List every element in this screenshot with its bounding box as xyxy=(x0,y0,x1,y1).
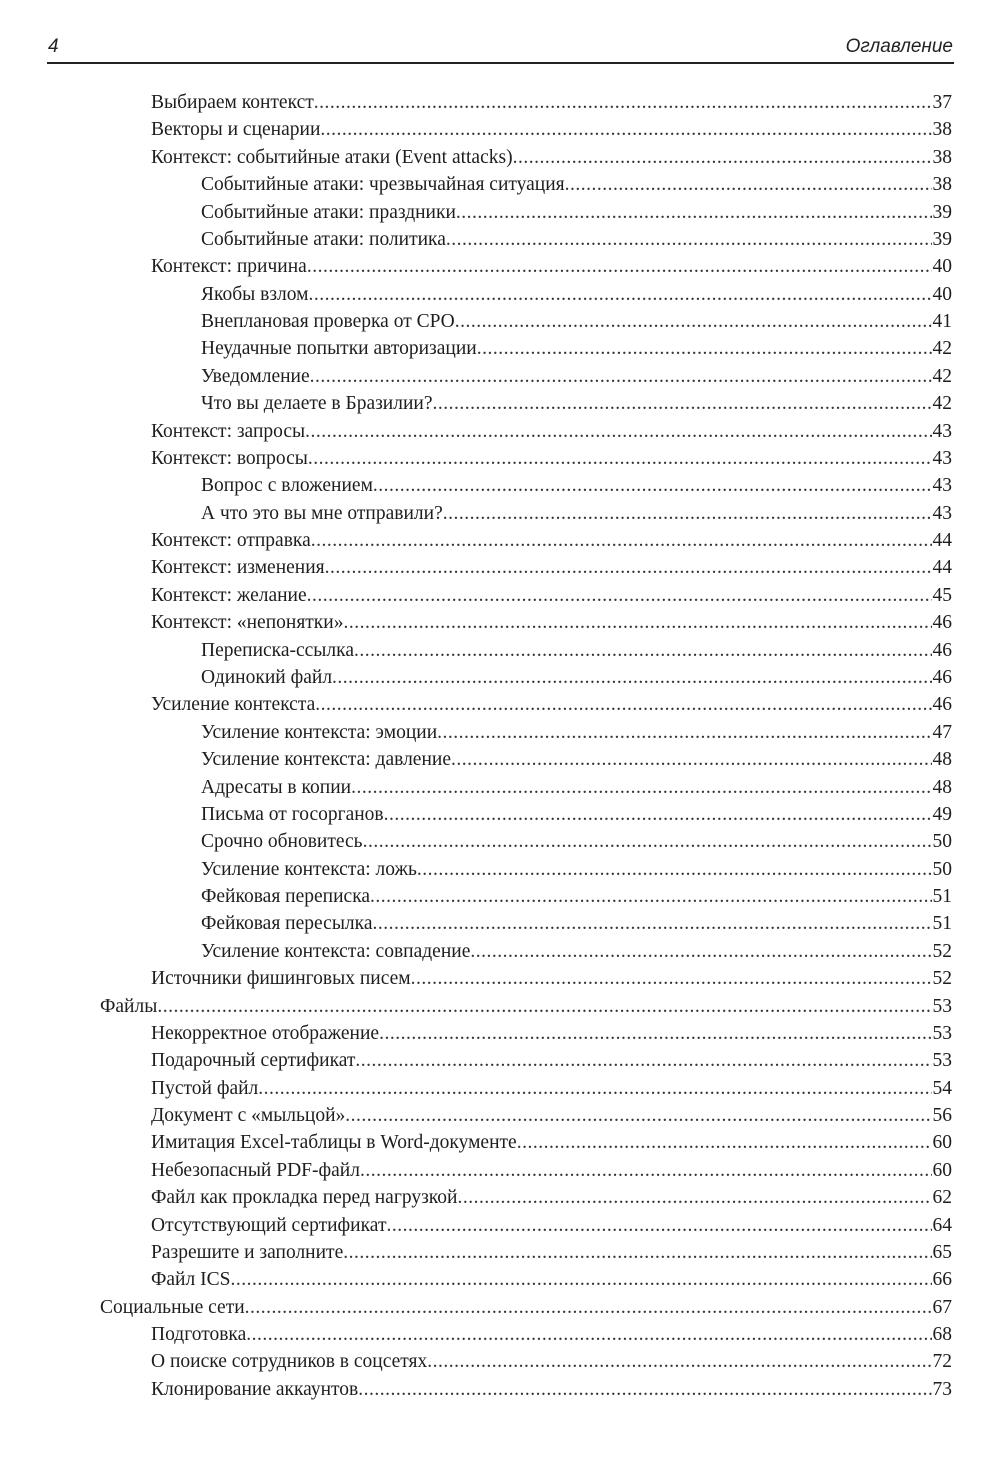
toc-entry-page: 41 xyxy=(932,311,952,333)
toc-entry[interactable] xyxy=(201,720,952,746)
toc-entry-title: Событийные атаки: политика xyxy=(201,228,446,250)
toc-entry-title: Усиление контекста: эмоции xyxy=(201,721,438,743)
toc-entry-title: Фейковая пересылка xyxy=(201,913,373,935)
toc-entry-title: Контекст: запросы xyxy=(151,420,306,442)
toc-entry-title: Что вы делаете в Бразилии? xyxy=(201,393,433,415)
toc-entry-title: Неудачные попытки авторизации xyxy=(201,338,477,360)
dot-leader xyxy=(443,501,932,527)
toc-entry-title: Событийные атаки: чрезвычайная ситуация xyxy=(201,174,565,196)
toc-entry-title: Контекст: вопросы xyxy=(151,447,308,469)
toc-entry-title: А что это вы мне отправили? xyxy=(201,502,443,524)
toc-entry[interactable] xyxy=(151,692,952,718)
toc-entry[interactable] xyxy=(201,282,952,308)
toc-entry-page: 73 xyxy=(932,1378,952,1400)
page-number: 4 xyxy=(48,36,59,57)
toc-entry[interactable] xyxy=(151,254,952,280)
toc-entry[interactable] xyxy=(201,665,952,691)
dot-leader xyxy=(451,747,932,773)
dot-leader xyxy=(433,391,932,417)
dot-leader xyxy=(230,1267,931,1293)
dot-leader xyxy=(513,145,932,171)
dot-leader xyxy=(307,583,932,609)
dot-leader xyxy=(332,665,931,691)
toc-entry-page: 54 xyxy=(932,1077,952,1099)
toc-entry[interactable] xyxy=(201,364,952,390)
dot-leader xyxy=(258,1076,931,1102)
dot-leader xyxy=(246,1322,931,1348)
toc-entry[interactable] xyxy=(151,1377,952,1403)
toc-entry-title: Якобы взлом xyxy=(201,283,309,305)
toc-entry[interactable] xyxy=(151,1103,952,1129)
toc-entry[interactable] xyxy=(151,1076,952,1102)
toc-entry[interactable] xyxy=(201,336,952,362)
toc-entry-title: Контекст: желание xyxy=(151,584,307,606)
toc-entry-title: Отсутствующий сертификат xyxy=(151,1214,387,1236)
toc-entry[interactable] xyxy=(201,309,952,335)
dot-leader xyxy=(245,1295,932,1321)
dot-leader xyxy=(411,966,932,992)
dot-leader xyxy=(384,802,932,828)
toc-entry[interactable] xyxy=(151,145,952,171)
toc-entry[interactable] xyxy=(201,829,952,855)
dot-leader xyxy=(477,336,932,362)
toc-entry-page: 46 xyxy=(932,612,952,634)
toc-entry-page: 46 xyxy=(932,694,952,716)
dot-leader xyxy=(325,555,932,581)
dot-leader xyxy=(351,775,931,801)
toc-entry-title: Социальные сети xyxy=(100,1296,245,1318)
toc-entry-title: Усиление контекста: совпадение xyxy=(201,940,471,962)
toc-entry-title: Файл как прокладка перед нагрузкой xyxy=(151,1187,458,1209)
toc-entry[interactable] xyxy=(151,555,952,581)
dot-leader xyxy=(370,884,931,910)
toc-entry-page: 60 xyxy=(932,1132,952,1154)
toc-entry[interactable] xyxy=(100,1295,952,1321)
toc-entry-title: Адресаты в копии xyxy=(201,776,352,798)
toc-entry[interactable] xyxy=(201,802,952,828)
toc-entry-page: 37 xyxy=(932,92,952,113)
toc-entry[interactable] xyxy=(201,747,952,773)
dot-leader xyxy=(455,309,932,335)
toc-entry-title: Переписка-ссылка xyxy=(201,639,354,661)
toc-entry-title: Векторы и сценарии xyxy=(151,119,321,141)
header-rule xyxy=(47,62,954,64)
dot-leader xyxy=(354,638,932,664)
toc-entry-title: Имитация Excel-таблицы в Word-документе xyxy=(151,1132,517,1154)
dot-leader xyxy=(457,1185,931,1211)
toc-entry-page: 52 xyxy=(932,968,952,990)
toc-entry[interactable] xyxy=(201,227,952,253)
dot-leader xyxy=(311,528,932,554)
toc-entry-page: 53 xyxy=(932,1022,952,1044)
toc-entry[interactable] xyxy=(151,1021,952,1047)
toc-entry-page: 42 xyxy=(932,393,952,415)
toc-entry[interactable] xyxy=(201,391,952,417)
dot-leader xyxy=(417,857,932,883)
toc-entry-title: Пустой файл xyxy=(151,1077,259,1099)
toc-entry-page: 60 xyxy=(932,1159,952,1181)
toc-entry-page: 68 xyxy=(932,1324,952,1346)
toc-entry-title: Контекст: «непонятки» xyxy=(151,612,344,634)
toc-entry-page: 39 xyxy=(932,228,952,250)
toc-entry-page: 43 xyxy=(932,420,952,442)
dot-leader xyxy=(157,994,931,1020)
toc-entry-title: Некорректное отображение xyxy=(151,1022,380,1044)
toc-entry-page: 38 xyxy=(932,119,952,141)
toc-entry[interactable] xyxy=(201,172,952,198)
toc-entry-title: Срочно обновитесь xyxy=(201,831,363,853)
toc-entry[interactable] xyxy=(201,473,952,499)
dot-leader xyxy=(373,473,932,499)
toc-entry-title: Выбираем контекст xyxy=(151,92,314,113)
toc-entry[interactable] xyxy=(201,884,952,910)
toc-entry[interactable] xyxy=(151,1267,952,1293)
toc-entry-title: Подготовка xyxy=(151,1324,247,1346)
toc-entry-page: 43 xyxy=(932,502,952,524)
toc-entry[interactable] xyxy=(151,1322,952,1348)
toc-entry-page: 40 xyxy=(932,283,952,305)
dot-leader xyxy=(314,90,932,116)
toc-entry-title: О поиске сотрудников в соцсетях xyxy=(151,1351,428,1373)
toc-entry[interactable] xyxy=(151,1158,952,1184)
toc-entry[interactable] xyxy=(151,90,952,116)
toc-entry-title: Клонирование аккаунтов xyxy=(151,1378,359,1400)
toc-entry-page: 42 xyxy=(932,338,952,360)
dot-leader xyxy=(386,1213,931,1239)
toc-entry-page: 42 xyxy=(932,365,952,387)
toc-entry[interactable] xyxy=(151,610,952,636)
toc-entry-page: 38 xyxy=(932,146,952,168)
dot-leader xyxy=(343,610,931,636)
toc-entry[interactable] xyxy=(151,1130,952,1156)
toc-entry[interactable] xyxy=(201,939,952,965)
toc-entry-page: 56 xyxy=(932,1105,952,1127)
toc-entry[interactable] xyxy=(151,1048,952,1074)
toc-entry-title: Контекст: причина xyxy=(151,256,307,278)
toc-entry-title: Одинокий файл xyxy=(201,666,333,688)
toc-entry-title: Файл ICS xyxy=(151,1269,231,1291)
dot-leader xyxy=(565,172,932,198)
toc-entry-page: 49 xyxy=(932,803,952,825)
dot-leader xyxy=(305,419,931,445)
toc-entry-title: Контекст: событийные атаки (Event attacks) xyxy=(151,146,513,168)
toc-entry-title: Усиление контекста: давление xyxy=(201,749,451,771)
toc-entry-page: 50 xyxy=(932,831,952,853)
toc-entry-title: Файлы xyxy=(100,995,158,1017)
toc-entry-page: 38 xyxy=(932,174,952,196)
toc-entry-title: Письма от госорганов xyxy=(201,803,384,825)
toc-entry-title: Усиление контекста: ложь xyxy=(201,858,417,880)
toc-entry-page: 50 xyxy=(932,858,952,880)
toc-entry-title: Фейковая переписка xyxy=(201,886,371,908)
toc-entry[interactable] xyxy=(201,775,952,801)
toc-entry-title: Событийные атаки: праздники xyxy=(201,201,456,223)
toc-entry[interactable] xyxy=(151,966,952,992)
toc-entry-title: Уведомление xyxy=(201,365,310,387)
toc-entry-title: Усиление контекста xyxy=(151,694,316,716)
toc-entry-page: 40 xyxy=(932,256,952,278)
toc-entry-title: Контекст: изменения xyxy=(151,557,325,579)
toc-entry-page: 44 xyxy=(932,530,952,552)
dot-leader xyxy=(360,1158,932,1184)
dot-leader xyxy=(310,364,932,390)
toc-entry-title: Внеплановая проверка от СРО xyxy=(201,311,455,333)
dot-leader xyxy=(470,939,931,965)
toc-entry-page: 43 xyxy=(932,447,952,469)
toc-entry-page: 46 xyxy=(932,666,952,688)
toc-entry-page: 67 xyxy=(932,1296,952,1318)
toc-entry-page: 46 xyxy=(932,639,952,661)
toc-entry[interactable] xyxy=(151,583,952,609)
toc-entry-title: Документ с «мыльцой» xyxy=(151,1105,346,1127)
toc-entry-page: 64 xyxy=(932,1214,952,1236)
dot-leader xyxy=(345,1103,931,1129)
toc-entry[interactable] xyxy=(151,1349,952,1375)
dot-leader xyxy=(320,117,931,143)
dot-leader xyxy=(446,227,932,253)
toc-entry-title: Разрешите и заполните xyxy=(151,1241,344,1263)
dot-leader xyxy=(355,1048,931,1074)
toc-entry[interactable] xyxy=(151,1185,952,1211)
dot-leader xyxy=(427,1349,931,1375)
toc-entry-page: 45 xyxy=(932,584,952,606)
toc-entry[interactable] xyxy=(201,501,952,527)
toc-entry-page: 47 xyxy=(932,721,952,743)
toc-entry-page: 51 xyxy=(932,913,952,935)
toc-entry-page: 52 xyxy=(932,940,952,962)
dot-leader xyxy=(358,1377,931,1403)
dot-leader xyxy=(456,200,932,226)
toc-entry-page: 44 xyxy=(932,557,952,579)
toc-entry[interactable] xyxy=(151,1213,952,1239)
dot-leader xyxy=(315,692,931,718)
toc-entry-title: Вопрос с вложением xyxy=(201,475,373,497)
toc-entry[interactable] xyxy=(151,446,952,472)
toc-entry-page: 48 xyxy=(932,749,952,771)
toc-entry-page: 43 xyxy=(932,475,952,497)
dot-leader xyxy=(379,1021,931,1047)
toc-entry-page: 53 xyxy=(932,995,952,1017)
dot-leader xyxy=(309,282,932,308)
toc-entry-page: 51 xyxy=(932,886,952,908)
toc-entry[interactable] xyxy=(201,911,952,937)
toc-entry-title: Контекст: отправка xyxy=(151,530,311,552)
toc-entry-title: Источники фишинговых писем xyxy=(151,968,411,990)
toc-entry-page: 72 xyxy=(932,1351,952,1373)
dot-leader xyxy=(372,911,931,937)
toc-entry[interactable] xyxy=(201,857,952,883)
toc-entry[interactable] xyxy=(151,1240,952,1266)
toc-entry[interactable] xyxy=(201,638,952,664)
dot-leader xyxy=(308,446,932,472)
dot-leader xyxy=(343,1240,931,1266)
toc-entry-title: Подарочный сертификат xyxy=(151,1050,356,1072)
dot-leader xyxy=(437,720,931,746)
toc-entry[interactable] xyxy=(151,117,952,143)
running-header-title: Оглавление xyxy=(845,36,953,57)
toc-entry[interactable] xyxy=(100,994,952,1020)
dot-leader xyxy=(517,1130,932,1156)
toc-entry-page: 39 xyxy=(932,201,952,223)
toc-entry-page: 66 xyxy=(932,1269,952,1291)
toc-entry-page: 65 xyxy=(932,1241,952,1263)
dot-leader xyxy=(307,254,932,280)
toc-entry[interactable] xyxy=(201,200,952,226)
toc-entry-title: Небезопасный PDF-файл xyxy=(151,1159,360,1181)
dot-leader xyxy=(363,829,932,855)
toc-entry-page: 48 xyxy=(932,776,952,798)
toc-entry-page: 53 xyxy=(932,1050,952,1072)
toc-entry[interactable] xyxy=(151,419,952,445)
toc-entry[interactable] xyxy=(151,528,952,554)
toc-entry-page: 62 xyxy=(932,1187,952,1209)
